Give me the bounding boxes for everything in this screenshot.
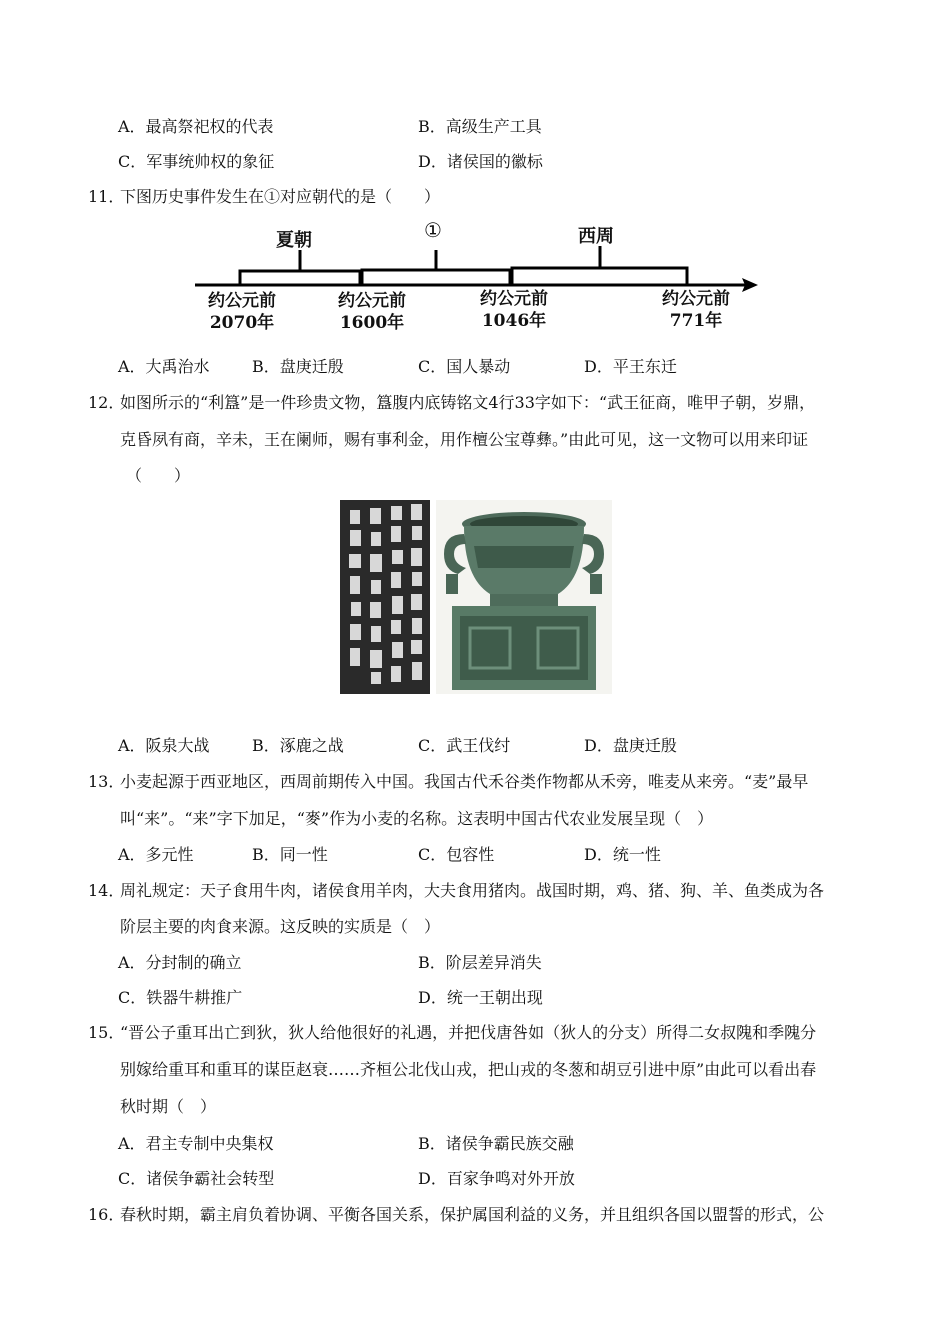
q12-option-d: D．盘庚迁殷 (584, 736, 677, 755)
question-number-13: 13． (88, 772, 125, 791)
question-12-line-1: 如图所示的“利簋”是一件珍贵文物，簋腹内底铸铭文4行33字如下：“武王征商，唯甲子朝，岁鼎， (120, 393, 816, 412)
q13-option-b: B．同一性 (252, 845, 328, 864)
q13-option-d: D．统一性 (584, 845, 661, 864)
q12-option-b: B．涿鹿之战 (252, 736, 344, 755)
question-15-line-3: 秋时期（ ） (120, 1097, 217, 1116)
question-16-line-1: 春秋时期，霸主肩负着协调、平衡各国关系，保护属国利益的义务，并且组织各国以盟誓的形式，公 (120, 1205, 825, 1224)
q15-option-a: A．君主专制中央集权 (118, 1134, 274, 1153)
timeline-date-4-year: 771年 (669, 311, 723, 331)
li-gui-images (340, 498, 612, 696)
q10-option-c: C．军事统帅权的象征 (118, 152, 275, 171)
question-12-line-3: （ ） (126, 466, 191, 485)
timeline-date-4 (652, 288, 740, 332)
q11-option-d: D．平王东迁 (584, 357, 677, 376)
q15-option-c: C．诸侯争霸社会转型 (118, 1169, 275, 1188)
q10-option-d: D．诸侯国的徽标 (418, 152, 543, 171)
question-number-16: 16． (88, 1205, 125, 1224)
timeline-date-1 (198, 290, 286, 334)
q12-option-c: C．武王伐纣 (418, 736, 511, 755)
timeline-date-3-top: 约公元前 (480, 289, 548, 309)
question-number-11: 11． (88, 187, 125, 206)
q12-option-a: A．阪泉大战 (118, 736, 210, 755)
q10-option-a: A．最高祭祀权的代表 (118, 117, 274, 136)
question-14-line-1: 周礼规定：天子食用牛肉，诸侯食用羊肉，大夫食用猪肉。战国时期，鸡、猪、狗、羊、鱼类成为各 (120, 881, 825, 900)
question-15-line-2: 别嫁给重耳和重耳的谋臣赵衰……齐桓公北伐山戎，把山戎的冬葱和胡豆引进中原”由此可以看出春 (120, 1060, 817, 1079)
dynasty-timeline (190, 212, 770, 342)
question-13-line-2: 叫“来”。“来”字下加足，“麥”作为小麦的名称。这表明中国古代农业发展呈现（ ） (120, 809, 714, 828)
timeline-date-1-top: 约公元前 (208, 291, 276, 311)
timeline-date-4-top: 约公元前 (662, 289, 730, 309)
q15-option-b: B．诸侯争霸民族交融 (418, 1134, 574, 1153)
li-gui-figure (340, 498, 612, 696)
q13-option-a: A．多元性 (118, 845, 194, 864)
timeline-date-2-top: 约公元前 (338, 291, 406, 311)
timeline-date-3 (470, 288, 558, 332)
q11-option-a: A．大禹治水 (118, 357, 210, 376)
timeline-label-xia: 夏朝 (276, 230, 312, 251)
q14-option-a: A．分封制的确立 (118, 953, 242, 972)
timeline-label-western-zhou: 西周 (578, 226, 614, 247)
question-number-15: 15． (88, 1023, 125, 1042)
timeline-date-2-year: 1600年 (339, 313, 405, 333)
question-11-stem: 下图历史事件发生在①对应朝代的是（ ） (120, 187, 441, 206)
question-number-14: 14． (88, 881, 125, 900)
q14-option-d: D．统一王朝出现 (418, 988, 543, 1007)
question-15-line-1: “晋公子重耳出亡到狄，狄人给他很好的礼遇，并把伐唐咎如（狄人的分支）所得二女叔隗和季隗分 (120, 1023, 817, 1042)
question-12-line-2: 克昏夙有商，辛未，王在阑师，赐有事利金，用作檀公宝尊彝。”由此可见，这一文物可以用来印证 (120, 430, 809, 449)
question-number-12: 12． (88, 393, 125, 412)
q14-option-c: C．铁器牛耕推广 (118, 988, 243, 1007)
timeline-date-1-year: 2070年 (209, 313, 275, 333)
q13-option-c: C．包容性 (418, 845, 495, 864)
question-14-line-2: 阶层主要的肉食来源。这反映的实质是（ ） (120, 917, 441, 936)
q11-option-c: C．国人暴动 (418, 357, 511, 376)
q14-option-b: B．阶层差异消失 (418, 953, 542, 972)
question-13-line-1: 小麦起源于西亚地区，西周前期传入中国。我国古代禾谷类作物都从禾旁，唯麦从来旁。“麦”最早 (120, 772, 809, 791)
q15-option-d: D．百家争鸣对外开放 (418, 1169, 575, 1188)
q11-option-b: B．盘庚迁殷 (252, 357, 344, 376)
timeline-date-3-year: 1046年 (481, 311, 547, 331)
q10-option-b: B．高级生产工具 (418, 117, 542, 136)
timeline-date-2 (328, 290, 416, 334)
timeline-label-circle-1: ① (424, 218, 442, 242)
